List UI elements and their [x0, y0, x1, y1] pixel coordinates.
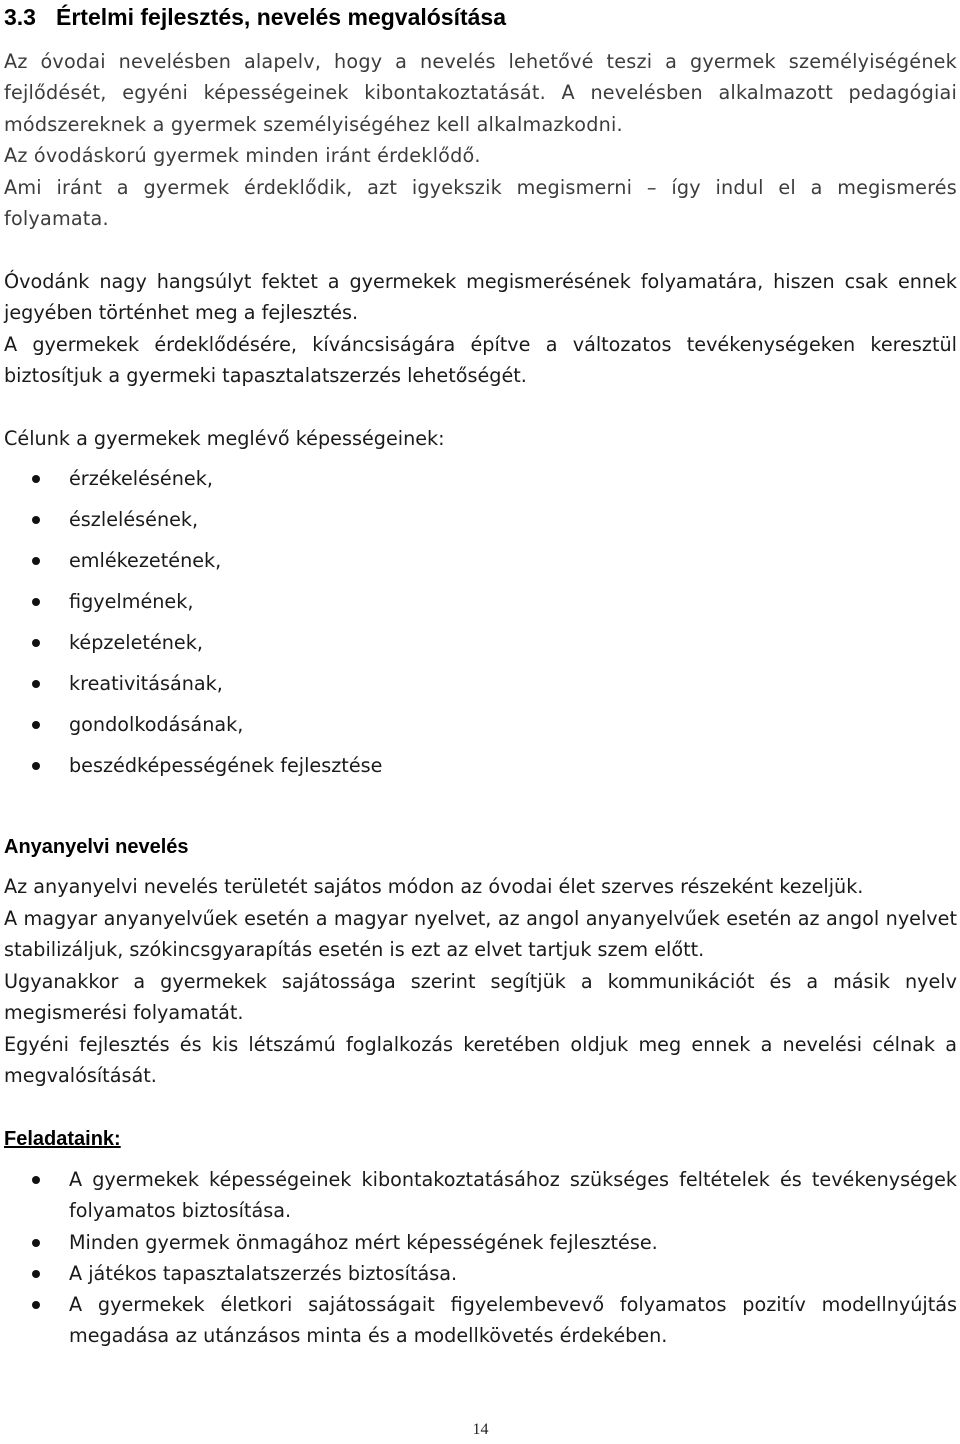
language-paragraph-3: Ugyanakkor a gyermekek sajátossága szerint segítjük a kommunikációt és a másik nyelv megismerési folyamatát. [4, 970, 957, 1025]
list-item: beszédképességének fejlesztése [4, 745, 957, 786]
bullet-icon [32, 639, 40, 647]
intro-paragraph-2: Az óvodáskorú gyermek minden iránt érdeklődő. [4, 144, 481, 167]
bullet-icon [32, 516, 40, 524]
bullet-icon [32, 598, 40, 606]
intro-paragraph-3: Ami iránt a gyermek érdeklődik, azt igyekszik megismerni – így indul el a megismerés folyamata. [4, 176, 957, 231]
intro-paragraph-1: Az óvodai nevelésben alapelv, hogy a nevelés lehetővé teszi a gyermek személyiségének fejlődését, egyéni képességeinek kibontakoztatását. A nevelésben alkalmazott pedagógiai módszereknek a gyermek személyiségéhez kell alkalmazkodni. [4, 50, 957, 136]
list-item: A játékos tapasztalatszerzés biztosítása. [4, 1258, 957, 1289]
bullet-icon [32, 1301, 40, 1309]
tasks-list [4, 1164, 957, 1352]
bullet-icon [32, 1176, 40, 1184]
bullet-icon [32, 475, 40, 483]
list-item: A gyermekek képességeinek kibontakoztatásához szükséges feltételek és tevékenységek folyamatos biztosítása. [4, 1164, 957, 1227]
page-number: 14 [472, 1421, 489, 1438]
list-item: A gyermekek életkori sajátosságait figyelembevevő folyamatos pozitív modellnyújtás megadása az utánzásos minta és a modellkövetés érdekében. [4, 1289, 957, 1352]
abilities-list [4, 458, 957, 786]
bullet-icon [32, 721, 40, 729]
bullet-icon [32, 1239, 40, 1247]
bullet-icon [32, 680, 40, 688]
language-paragraph-1: Az anyanyelvi nevelés területét sajátos módon az óvodai élet szerves részeként kezeljük. [4, 875, 864, 898]
section-heading [4, 2, 506, 32]
section-title: Értelmi fejlesztés, nevelés megvalósítása [56, 4, 507, 30]
body-paragraph-1: Óvodánk nagy hangsúlyt fektet a gyermekek megismerésének folyamatára, hiszen csak ennek jegyében történhet meg a fejlesztés. [4, 270, 957, 325]
list-item: gondolkodásának, [4, 704, 957, 745]
list-item: érzékelésének, [4, 458, 957, 499]
section-number: 3.3 [4, 4, 36, 30]
list-item: észlelésének, [4, 499, 957, 540]
list-item: emlékezetének, [4, 540, 957, 581]
bullet-icon [32, 762, 40, 770]
list-item: figyelmének, [4, 581, 957, 622]
language-paragraph-2: A magyar anyanyelvűek esetén a magyar nyelvet, az angol anyanyelvűek esetén az angol nyelvet stabilizáljuk, szókincsgyarapítás esetén is ezt az elvet tartjuk szem előtt. [4, 907, 957, 962]
language-paragraph-4: Egyéni fejlesztés és kis létszámú foglalkozás keretében oldjuk meg ennek a nevelési célnak a megvalósítását. [4, 1033, 957, 1088]
body-paragraph-2: A gyermekek érdeklődésére, kíváncsiságára építve a változatos tevékenységeken keresztül biztosítjuk a gyermeki tapasztalatszerzés lehetőségét. [4, 333, 957, 388]
tasks-heading: Feladataink: [4, 1128, 121, 1150]
bullet-icon [32, 557, 40, 565]
list-item: képzeletének, [4, 622, 957, 663]
bullet-icon [32, 1270, 40, 1278]
goal-intro: Célunk a gyermekek meglévő képességeinek: [4, 427, 445, 450]
language-heading: Anyanyelvi nevelés [4, 836, 189, 858]
list-item: Minden gyermek önmagához mért képességének fejlesztése. [4, 1227, 957, 1258]
list-item: kreativitásának, [4, 663, 957, 704]
